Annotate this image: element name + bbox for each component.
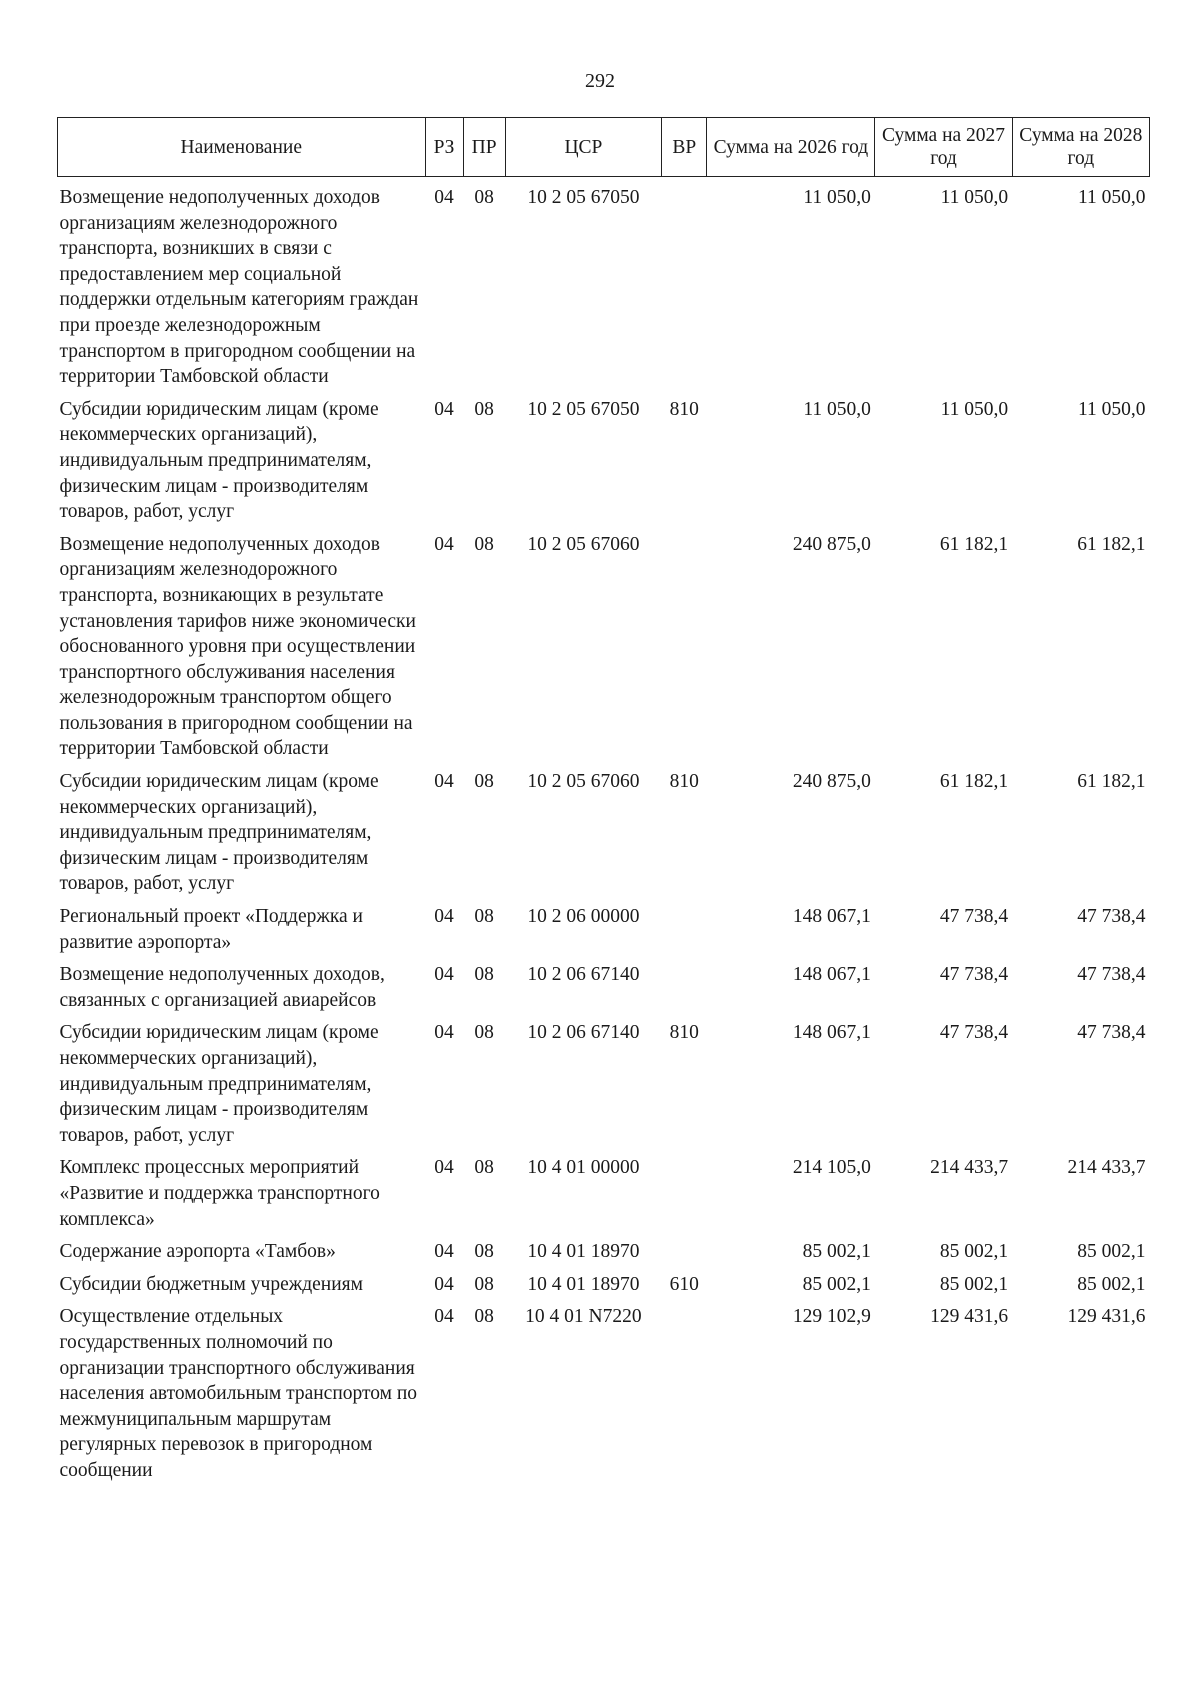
cell-name: Возмещение недополученных доходов организациям железнодорожного транспорта, возникающих в результате установления тарифов ниже экономически обоснованного уровня при осуществлении транспортного обслуживания населения железнодорожным транспортом общего пользования в пригородном сообщении на территории Тамбовской области <box>59 533 416 760</box>
cell-sum-2027: 47 738,4 <box>939 1022 1009 1044</box>
cell-vr <box>662 525 707 762</box>
cell-sum-2027: 47 738,4 <box>939 964 1009 986</box>
budget-table <box>57 117 1150 1484</box>
cell-rz: 04 <box>434 964 454 986</box>
cell-sum-2026: 11 050,0 <box>803 187 871 208</box>
cell-sum-2028: 47 738,4 <box>1077 964 1146 986</box>
cell-csr: 10 4 01 18970 <box>527 1241 640 1263</box>
cell-sum-2026: 85 002,1 <box>802 1241 871 1263</box>
header-vr: ВР <box>662 118 707 177</box>
cell-vr <box>662 1297 707 1483</box>
cell-pr: 08 <box>474 906 494 928</box>
cell-sum-2026: 214 105,0 <box>792 1157 871 1179</box>
cell-sum-2027: 61 182,1 <box>939 533 1009 555</box>
table-row <box>58 525 1150 762</box>
cell-sum-2028: 61 182,1 <box>1077 533 1146 555</box>
cell-vr <box>662 1232 707 1265</box>
header-csr: ЦСР <box>505 118 661 177</box>
table-body <box>58 177 1150 1484</box>
cell-pr: 08 <box>474 1022 494 1044</box>
cell-sum-2027: 85 002,1 <box>939 1273 1009 1295</box>
cell-sum-2026: 240 875,0 <box>792 771 871 793</box>
cell-sum-2026: 129 102,9 <box>792 1306 871 1328</box>
cell-name: Комплекс процессных мероприятий «Развитие и поддержка транспортного комплекса» <box>59 1157 380 1230</box>
cell-rz: 04 <box>434 906 454 928</box>
cell-sum-2027: 85 002,1 <box>939 1241 1009 1263</box>
cell-sum-2027: 11 050,0 <box>940 187 1009 208</box>
table-row <box>58 390 1150 525</box>
cell-pr: 08 <box>474 1241 494 1263</box>
cell-sum-2026: 240 875,0 <box>792 533 871 555</box>
cell-csr: 10 2 06 67140 <box>527 964 640 986</box>
cell-sum-2028: 85 002,1 <box>1077 1273 1146 1295</box>
cell-vr <box>662 897 707 955</box>
cell-sum-2027: 129 431,6 <box>930 1306 1009 1328</box>
table-row <box>58 1148 1150 1232</box>
table-row <box>58 762 1150 897</box>
cell-name: Субсидии юридическим лицам (кроме некоммерческих организаций), индивидуальным предпринимателям, физическим лицам - производителям товаров, работ, услуг <box>59 771 379 895</box>
cell-name: Содержание аэропорта «Тамбов» <box>59 1241 336 1263</box>
cell-name: Возмещение недополученных доходов организациям железнодорожного транспорта, возникших в связи с предоставлением мер социальной поддержки отдельным категориям граждан при проезде железнодорожным транспортом в пригородном сообщении на территории Тамбовской области <box>59 187 419 388</box>
cell-pr: 08 <box>474 964 494 986</box>
table-row <box>58 955 1150 1013</box>
cell-sum-2028: 85 002,1 <box>1077 1241 1146 1263</box>
table-row <box>58 897 1150 955</box>
cell-sum-2028: 11 050,0 <box>1077 187 1146 208</box>
table-header-row <box>58 118 1150 177</box>
cell-pr: 08 <box>474 1306 494 1328</box>
cell-pr: 08 <box>474 187 494 208</box>
cell-sum-2026: 85 002,1 <box>802 1273 871 1295</box>
cell-sum-2028: 47 738,4 <box>1077 1022 1146 1044</box>
cell-csr: 10 2 06 67140 <box>527 1022 640 1044</box>
cell-sum-2026: 11 050,0 <box>803 398 871 420</box>
cell-rz: 04 <box>434 1241 454 1263</box>
cell-vr: 810 <box>669 771 699 793</box>
cell-vr <box>662 955 707 1013</box>
cell-sum-2026: 148 067,1 <box>792 1022 871 1044</box>
cell-sum-2028: 47 738,4 <box>1077 906 1146 928</box>
table-row <box>58 1013 1150 1148</box>
cell-pr: 08 <box>474 1157 494 1179</box>
cell-rz: 04 <box>434 1022 454 1044</box>
page-number: 292 <box>585 70 615 92</box>
header-rz: РЗ <box>425 118 463 177</box>
cell-name: Возмещение недополученных доходов, связанных с организацией авиарейсов <box>59 964 385 1011</box>
cell-csr: 10 2 05 67060 <box>527 771 640 793</box>
cell-vr: 810 <box>669 398 699 420</box>
cell-name: Региональный проект «Поддержка и развитие аэропорта» <box>59 906 363 953</box>
cell-name: Субсидии юридическим лицам (кроме некоммерческих организаций), индивидуальным предпринимателям, физическим лицам - производителям товаров, работ, услуг <box>59 1022 379 1146</box>
cell-sum-2027: 61 182,1 <box>939 771 1009 793</box>
cell-name: Субсидии бюджетным учреждениям <box>59 1273 363 1295</box>
cell-rz: 04 <box>434 1273 454 1295</box>
table-row <box>58 177 1150 390</box>
cell-name: Субсидии юридическим лицам (кроме некоммерческих организаций), индивидуальным предпринимателям, физическим лицам - производителям товаров, работ, услуг <box>59 398 379 523</box>
cell-sum-2027: 11 050,0 <box>940 398 1009 420</box>
cell-sum-2028: 214 433,7 <box>1067 1157 1146 1179</box>
cell-rz: 04 <box>434 1306 454 1328</box>
cell-rz: 04 <box>434 771 454 793</box>
cell-sum-2027: 47 738,4 <box>939 906 1009 928</box>
table-row <box>58 1297 1150 1483</box>
cell-vr <box>662 1148 707 1232</box>
cell-vr: 810 <box>669 1022 699 1044</box>
cell-rz: 04 <box>434 398 454 420</box>
cell-vr: 610 <box>669 1273 699 1295</box>
cell-sum-2028: 61 182,1 <box>1077 771 1146 793</box>
cell-sum-2026: 148 067,1 <box>792 964 871 986</box>
cell-name: Осуществление отдельных государственных полномочий по организации транспортного обслуживания населения автомобильным транспортом по межмуниципальным маршрутам регулярных перевозок в пригородном сообщении <box>59 1306 418 1481</box>
cell-rz: 04 <box>434 533 454 555</box>
header-sum-2027: Сумма на 2027 год <box>875 118 1012 177</box>
cell-csr: 10 2 05 67050 <box>527 398 640 420</box>
cell-csr: 10 4 01 N7220 <box>525 1306 642 1328</box>
header-pr: ПР <box>463 118 505 177</box>
cell-sum-2028: 11 050,0 <box>1077 398 1146 420</box>
cell-pr: 08 <box>474 771 494 793</box>
cell-rz: 04 <box>434 187 454 208</box>
cell-sum-2028: 129 431,6 <box>1067 1306 1146 1328</box>
cell-sum-2026: 148 067,1 <box>792 906 871 928</box>
header-sum-2028: Сумма на 2028 год <box>1012 118 1149 177</box>
cell-pr: 08 <box>474 1273 494 1295</box>
table-row <box>58 1232 1150 1265</box>
cell-vr <box>662 177 707 390</box>
header-sum-2026: Сумма на 2026 год <box>707 118 875 177</box>
cell-pr: 08 <box>474 533 494 555</box>
table-row <box>58 1265 1150 1298</box>
cell-csr: 10 4 01 00000 <box>527 1157 640 1179</box>
cell-csr: 10 2 05 67060 <box>527 533 640 555</box>
cell-pr: 08 <box>474 398 494 420</box>
cell-csr: 10 4 01 18970 <box>527 1273 640 1295</box>
cell-sum-2027: 214 433,7 <box>930 1157 1009 1179</box>
cell-rz: 04 <box>434 1157 454 1179</box>
cell-csr: 10 2 06 00000 <box>527 906 640 928</box>
cell-csr: 10 2 05 67050 <box>527 187 640 208</box>
header-name: Наименование <box>58 118 426 177</box>
